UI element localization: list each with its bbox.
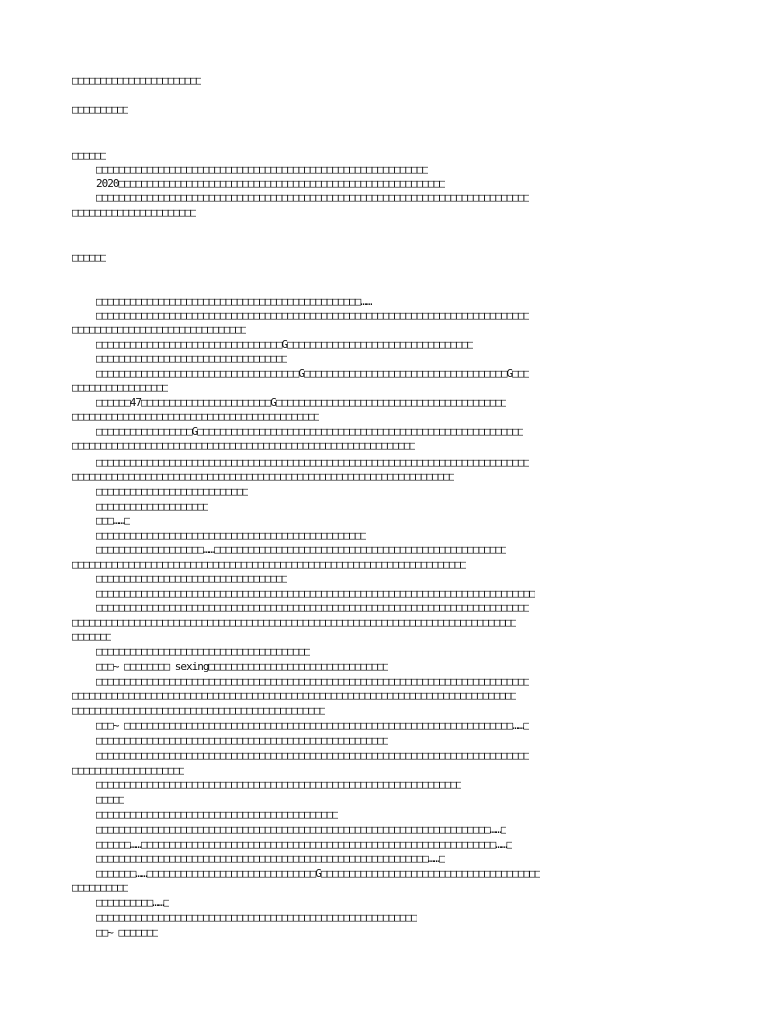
paragraph-line: □□□□□□□□□□……□ [96, 896, 170, 909]
paragraph-line: □□□□□□□□□□□□□□□□□□□□□□□□□□□□□□□□□□□□□□□□□□□□□□□…… [96, 295, 372, 308]
paragraph-line: □□□□□□□□□□□□□□□□□□□□□□□□□□□□□□□□□□□□□□□□□□□□□□□□□□□□□□□□□□□□□□□□□□□□ [72, 470, 455, 483]
paragraph-line: □□□□□□□□□□□□□□□□□□□□□□□□□□□□□□□□□□□□□□□□□□□□□□□□□□□□□□□□□□□□□□□□□□□□□□□□□□□□□ [96, 191, 529, 204]
paragraph-line: □□□□□□□□□□□□□□□□□ [72, 381, 168, 394]
paragraph-line: □□□□□□□□□□□□□□□□□□□□□□□□□□□□□□□□□□□□□□□□□□□□□□□□□□□□□□□□□□□ [96, 163, 428, 176]
paragraph-line: □□□□□□□……□□□□□□□□□□□□□□□□□□□□□□□□□□□□□□G□□□□□□□□□□□□□□□□□□□□□□□□□□□□□□□□□□□□□□□ [96, 867, 541, 880]
paragraph-line: □□□□□□□□□□□□□□□□□□□□□□□□□□□□□□□□□□□□□□□□□□□□□□□□ [96, 529, 366, 542]
paragraph-line: □□□□□□□□□□□□□□□□□□□□□□□□□□□□□□□ [72, 323, 247, 336]
paragraph-line: □□□□□□□□□□□□□□□□□□□□□□□□□□□□□□□□□□□□□□□□□□□□□□□□□□□□□□□□□ [96, 911, 417, 924]
paragraph-line: □□□□□□□□□□□□□□□□□□□□□□□□□□□□□□□□□□□□□□□□□□□□□□□□□□□□□□□□□□□□□□□□□□□□□□□□□□□□□ [96, 749, 529, 762]
paragraph-line: □□□□□□□□□□□□□□□□□□□□□□□□□□□□□□□□□□ [96, 352, 288, 365]
paragraph-line: □□□□□□□□□□□□□□□□□□□□□□□□□□□□□□□□□G□□□□□□□□□□□□□□□□□□□□□□□□□□□□□□□□□ [96, 338, 473, 351]
paragraph-line: 2020□□□□□□□□□□□□□□□□□□□□□□□□□□□□□□□□□□□□□□□□□□□□□□□□□□□□□□□□□□ [96, 177, 445, 190]
paragraph-line: □□□□□□47□□□□□□□□□□□□□□□□□□□□□□□G□□□□□□□□□□□□□□□□□□□□□□□□□□□□□□□□□□□□□□□□□ [96, 396, 507, 409]
paragraph-line: □□□……□ [96, 514, 130, 527]
paragraph-line: □□□□□□□□□□□□□□□□□□□□ [96, 500, 209, 513]
section-heading: □□□□□□ [72, 149, 106, 162]
paragraph-line: □□~ □□□□□□□ [96, 926, 158, 939]
section-heading: □□□□□□ [72, 251, 106, 264]
paragraph-line: □□□□□□□ [72, 630, 112, 643]
paragraph-line: □□□□□□□□□□□□□□□□□□□□□□□□□□□□□□□□□□□□□□□□□□□ [96, 808, 338, 821]
paragraph-line: □□□□□□□□□□□□□□□□□□□□□□□□□□□□□□□□□□□□□□□□□□□□□□□□□□□□□□□□□□□□□□□□□□□□□□ [72, 558, 466, 571]
paragraph-line: □□□~ □□□□□□□□ sexing□□□□□□□□□□□□□□□□□□□□□□□□□□□□□□□□ [96, 660, 389, 673]
paragraph-line: □□□□□□□□□□□□□□□□□□□□□□□□□□□□□□□□□□□□G□□□□□□□□□□□□□□□□□□□□□□□□□□□□□□□□□□□□G□□□ [96, 367, 529, 380]
paragraph-line: □□□□□□□□□□□□□□□□□□□□□□□□□□□□□□□□□□□□□□ [96, 645, 310, 658]
document-title: □□□□□□□□□□□□□□□□□□□□□□□ [72, 74, 202, 87]
paragraph-line: □□□□□□□□□□□□□□□□□□□□□□□□□□□□□□□□□□ [96, 572, 288, 585]
paragraph-line: □□□□□□□□□□□□□□□□□□□□□□□□□□□□□□□□□□□□□□□□□□□□□□□□□□□□□□□□□□□□□□□□□□□□□□□□□□□□□□□ [72, 616, 517, 629]
paragraph-line: □□□□□□□□□□□□□□□□□□□□□□□□□□□□□□□□□□□□□□□□□□□□□□□□□□□□ [96, 734, 389, 747]
paragraph-line: □□□□□□□□□□□□□□□□□□□□□□ [72, 206, 196, 219]
paragraph-line: □□□□□□□□□□ [72, 881, 129, 894]
paragraph-line: □□□□□□□□□□□□□□□□□G□□□□□□□□□□□□□□□□□□□□□□□□□□□□□□□□□□□□□□□□□□□□□□□□□□□□□□□□□□ [96, 425, 524, 438]
paragraph-line: □□□□□□□□□□□□□□□□□□□□□□□□□□□□□□□□□□□□□□□□□□□□□□□□□□□□□□□□□□□□□□□□□ [96, 778, 462, 791]
paragraph-line: □□□□□□□□□□□□□□□□□□□□□□□□□□□□□□□□□□□□□□□□□□□□□□□□□□□□□□□□□□□□□□□□□□□□□□……□ [96, 823, 507, 836]
paragraph-line: □□□□□□□□□□□□□□□□□□□□ [72, 764, 185, 777]
paragraph-line: □□□□□□□□□□□□□□□□□□□□□□□□□□□□□□□□□□□□□□□□□□□□□□□□□□□□□□□□□□□□□□□□□□□□□□□□□□□□□ [96, 675, 529, 688]
paragraph-line: □□□□□□□□□□□□□□□□□□□□□□□□□□□□□□□□□□□□□□□□□□□□ [72, 410, 320, 423]
paragraph-line: □□□~ □□□□□□□□□□□□□□□□□□□□□□□□□□□□□□□□□□□□□□□□□□□□□□□□□□□□□□□□□□□□□□□□□□□□□……□ [96, 719, 529, 732]
paragraph-line: □□□□□□……□□□□□□□□□□□□□□□□□□□□□□□□□□□□□□□□□□□□□□□□□□□□□□□□□□□□□□□□□□□□□□□……□ [96, 838, 513, 851]
paragraph-line: □□□□□ [96, 793, 125, 806]
paragraph-line: □□□□□□□□□□□□□□□□□□□□□□□□□□□ [96, 485, 248, 498]
paragraph-line: □□□□□□□□□□□□□□□□□□□□□□□□□□□□□□□□□□□□□□□□□□□□□□□□□□□□□□□□□□□□□□□□□□□□□□□□□□□□□□□ [72, 689, 517, 702]
document-subtitle: □□□□□□□□□□ [72, 103, 129, 116]
paragraph-line: □□□□□□□□□□□□□□□□□□□□□□□□□□□□□□□□□□□□□□□□□□□□□□□□□□□□□□□□□□□□□ [72, 439, 415, 452]
paragraph-line: □□□□□□□□□□□□□□□□□□□□□□□□□□□□□□□□□□□□□□□□□□□□□□□□□□□□□□□□□□□□□□□□□□□□□□□□□□□□□ [96, 309, 529, 322]
paragraph-line: □□□□□□□□□□□□□□□□□□□□□□□□□□□□□□□□□□□□□□□□□□□□□□□□□□□□□□□□□□□□□□□□□□□□□□□□□□□□□ [96, 601, 529, 614]
paragraph-line: □□□□□□□□□□□□□□□□□□□□□□□□□□□□□□□□□□□□□□□□□□□□□□□□□□□□□□□□□□□□□□□□□□□□□□□□□□□□□ [96, 456, 529, 469]
paragraph-line: □□□□□□□□□□□□□□□□□□□□□□□□□□□□□□□□□□□□□□□□□□□□□□□□□□□□□□□□□□□……□ [96, 852, 445, 865]
paragraph-line: □□□□□□□□□□□□□□□□□□□……□□□□□□□□□□□□□□□□□□□□□□□□□□□□□□□□□□□□□□□□□□□□□□□□□□□□ [96, 543, 507, 556]
paragraph-line: □□□□□□□□□□□□□□□□□□□□□□□□□□□□□□□□□□□□□□□□□□□□□ [72, 704, 326, 717]
paragraph-line: □□□□□□□□□□□□□□□□□□□□□□□□□□□□□□□□□□□□□□□□□□□□□□□□□□□□□□□□□□□□□□□□□□□□□□□□□□□□□□ [96, 587, 535, 600]
